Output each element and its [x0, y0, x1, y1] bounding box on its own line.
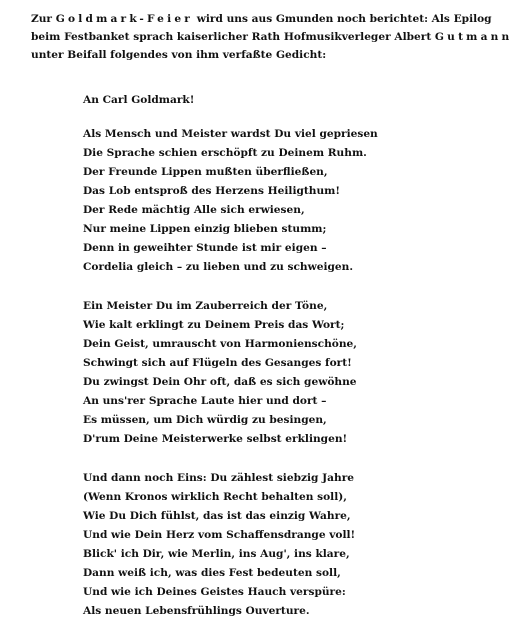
poem-line: Blick' ich Dir, wie Merlin, ins Aug', ins klare, — [83, 548, 350, 560]
poem-line: Der Freunde Lippen mußten überfließen, — [83, 166, 328, 178]
intro-line-3: unter Beifall folgendes von ihm verfaßte Gedicht: — [31, 49, 327, 61]
poem-line: Ein Meister Du im Zauberreich der Töne, — [83, 300, 328, 312]
poem-line: Es müssen, um Dich würdig zu besingen, — [83, 414, 327, 426]
poem — [83, 91, 463, 621]
poem-line: Dein Geist, umrauscht von Harmonienschöne, — [83, 338, 357, 350]
poem-title: An Carl Goldmark! — [83, 94, 195, 106]
poem-line: An uns'rer Sprache Laute hier und dort – — [83, 395, 327, 407]
poem-line: Wie kalt erklingt zu Deinem Preis das Wort; — [83, 319, 345, 331]
poem-stanza-2 — [83, 297, 463, 449]
poem-line: Und wie ich Deines Geistes Hauch verspüre: — [83, 586, 346, 598]
poem-line: Und dann noch Eins: Du zählest siebzig Jahre — [83, 472, 355, 484]
poem-line: Der Rede mächtig Alle sich erwiesen, — [83, 204, 305, 216]
poem-line: Du zwingst Dein Ohr oft, daß es sich gewöhne — [83, 376, 357, 388]
intro-line-2 — [31, 28, 512, 46]
poem-line: Als Mensch und Meister wardst Du viel gepriesen — [83, 128, 378, 140]
poem-line: Die Sprache schien erschöpft zu Deinem Ruhm. — [83, 147, 367, 159]
poem-line: Schwingt sich auf Flügeln des Gesanges fort! — [83, 357, 352, 369]
poem-line: Denn in geweihter Stunde ist mir eigen – — [83, 242, 327, 254]
poem-line: Nur meine Lippen einzig blieben stumm; — [83, 223, 327, 235]
intro-line-2-prefix: beim Festbanket sprach kaiserlicher Rath Hofmusikverleger Albert — [31, 31, 435, 43]
poem-line: Cordelia gleich – zu lieben und zu schweigen. — [83, 261, 354, 273]
poem-line: (Wenn Kronos wirklich Recht behalten soll), — [83, 491, 347, 503]
intro-line-1-prefix: Zur — [31, 13, 56, 25]
poem-line: Und wie Dein Herz vom Schaffensdrange voll! — [83, 529, 356, 541]
poem-stanza-3 — [83, 469, 463, 621]
poem-line: Dann weiß ich, was dies Fest bedeuten soll, — [83, 567, 341, 579]
intro-paragraph — [31, 10, 512, 64]
poem-line: Das Lob entsproß des Herzens Heiligthum! — [83, 185, 341, 197]
author-name-gutmann: Gutmann — [434, 31, 512, 43]
poem-line: Als neuen Lebensfrühlings Ouverture. — [83, 605, 310, 617]
intro-line-1 — [31, 10, 492, 28]
event-name-goldmark-feier: Goldmark-Feier — [55, 13, 194, 25]
poem-line: D'rum Deine Meisterwerke selbst erklingen! — [83, 433, 348, 445]
intro-line-1-suffix: wird uns aus Gmunden noch berichtet: Als Epilog — [193, 13, 492, 25]
poem-line: Wie Du Dich fühlst, das ist das einzig Wahre, — [83, 510, 351, 522]
poem-stanza-1 — [83, 125, 463, 277]
